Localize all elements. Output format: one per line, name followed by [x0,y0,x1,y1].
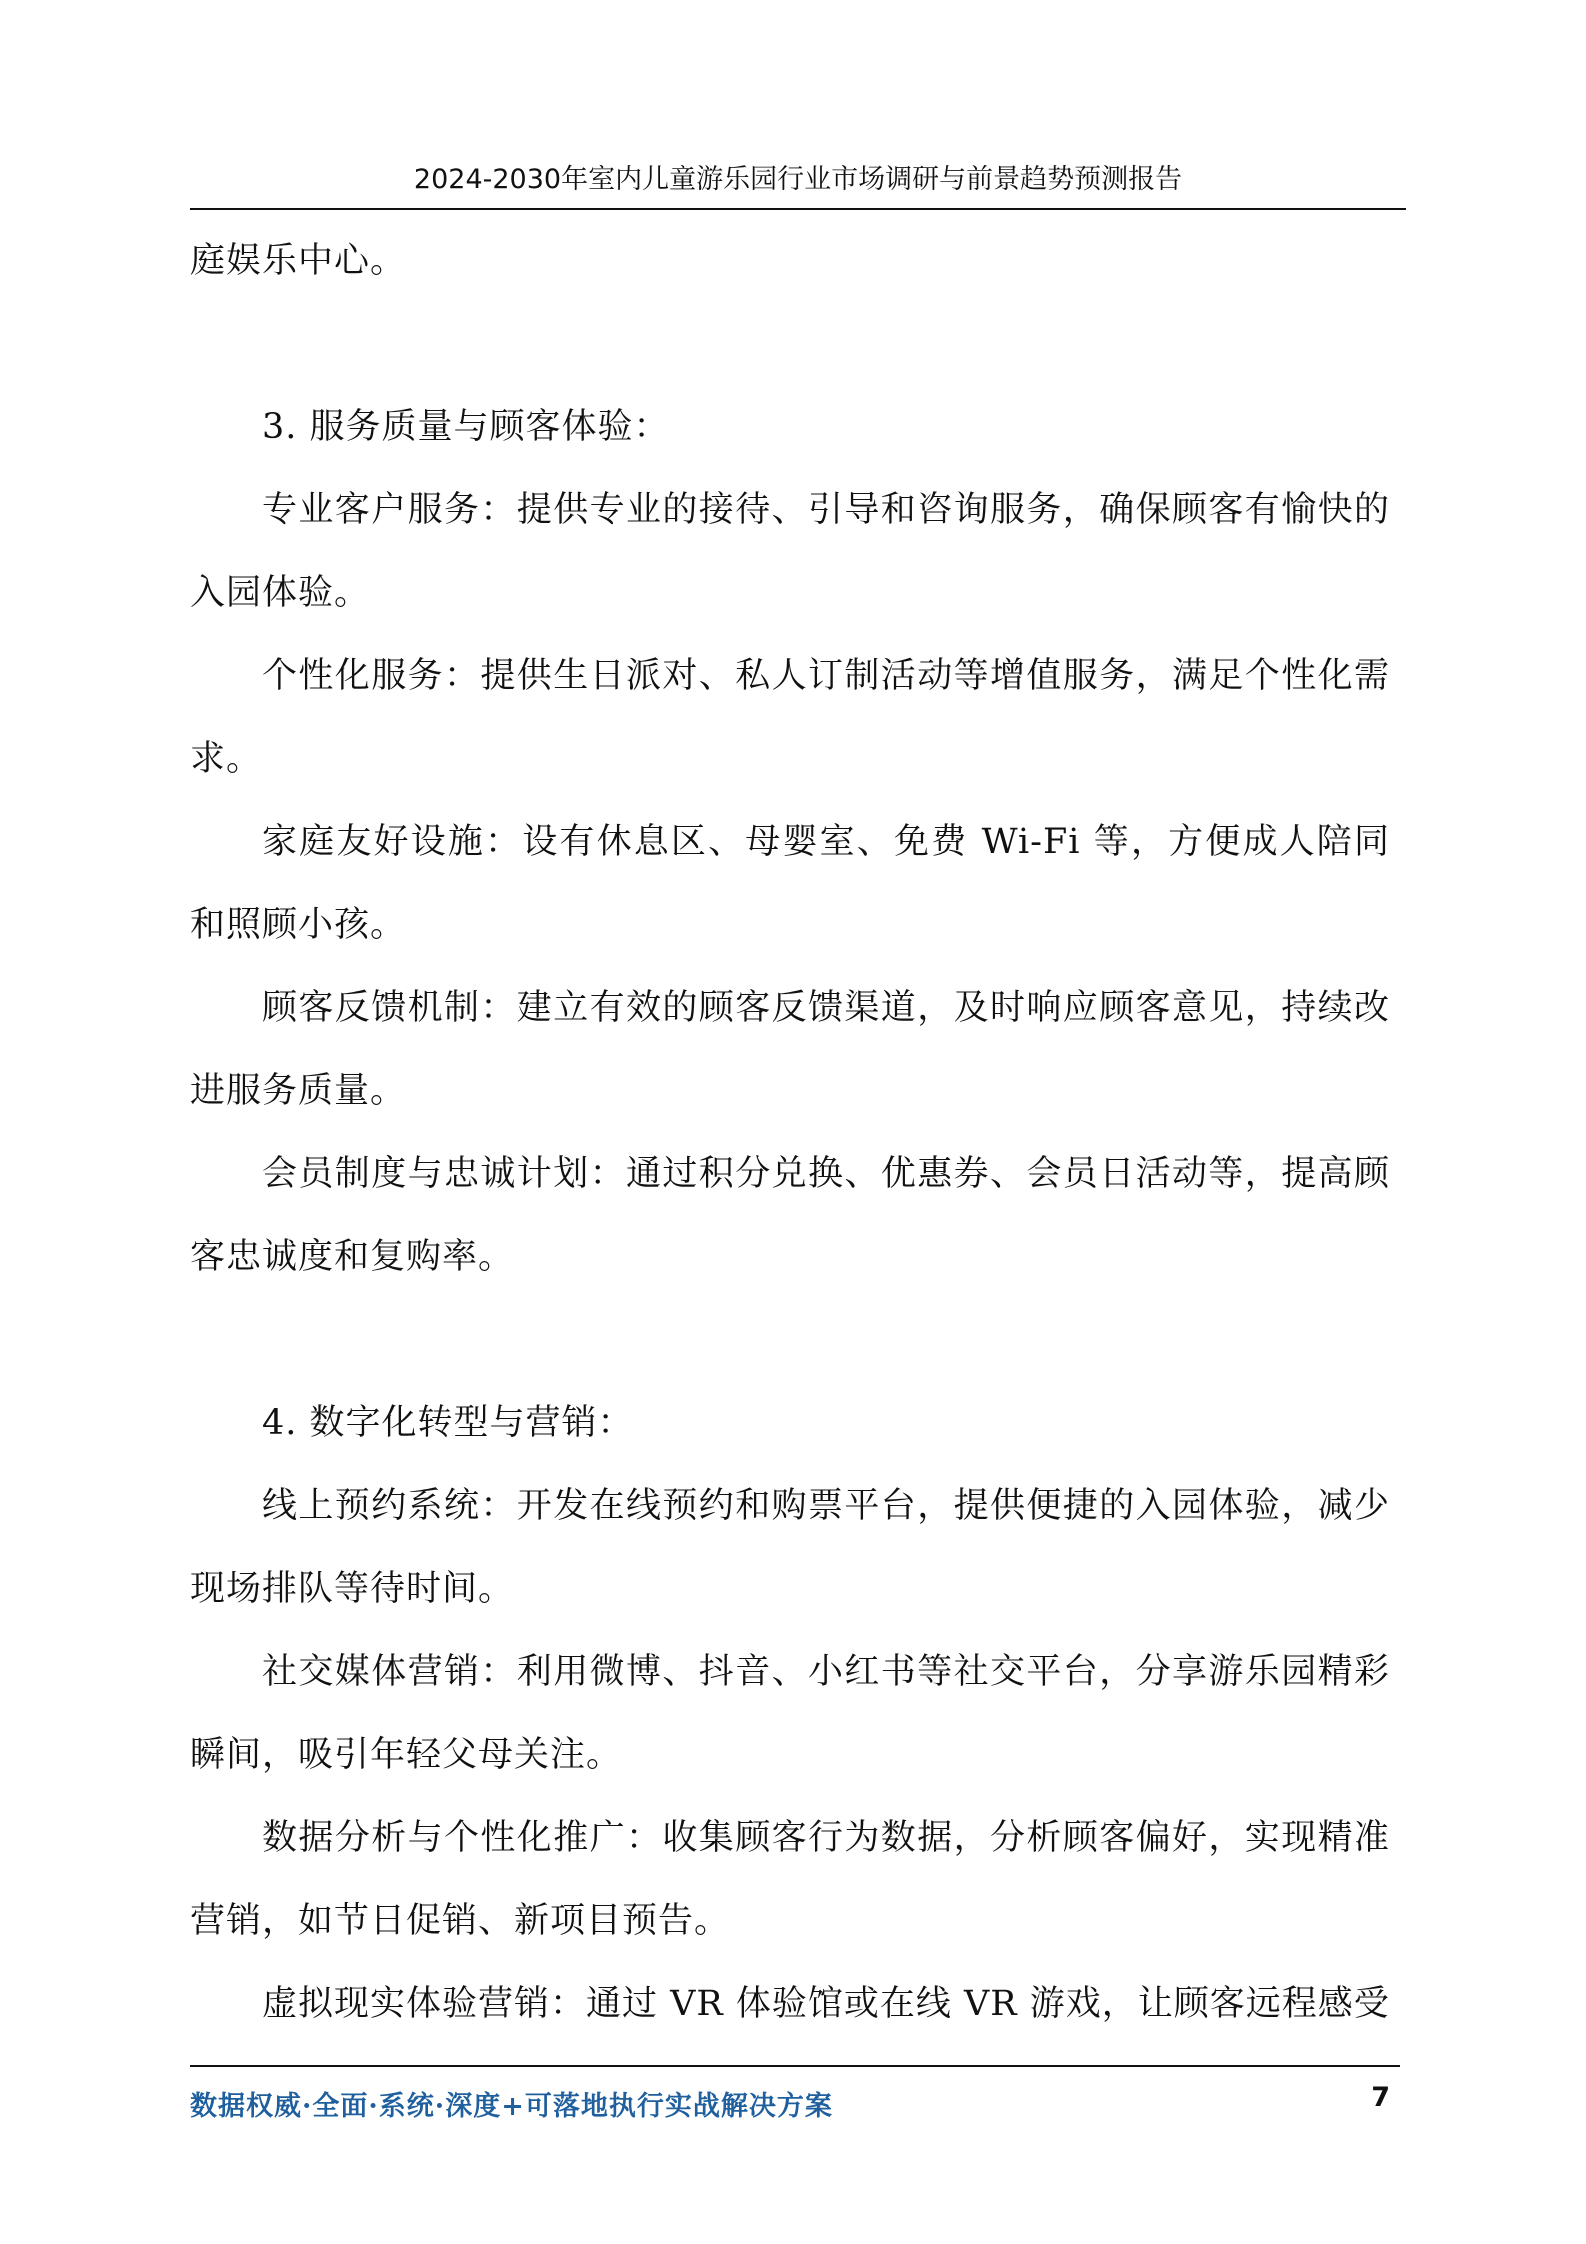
page-header [190,160,1406,210]
header-title: 2024-2030年室内儿童游乐园行业市场调研与前景趋势预测报告 [413,164,1183,195]
section-3-item: 顾客反馈机制：建立有效的顾客反馈渠道，及时响应顾客意见，持续改进服务质量。 [190,988,1390,1111]
section-4-item: 线上预约系统：开发在线预约和购票平台，提供便捷的入园体验，减少现场排队等待时间。 [190,1486,1390,1609]
section-4-item: 数据分析与个性化推广：收集顾客行为数据，分析顾客偏好，实现精准营销，如节日促销、新项目预告。 [190,1818,1390,1941]
continuation-paragraph: 庭娱乐中心。 [190,241,407,281]
spacer [190,1299,1390,1382]
section-4-heading: 4. 数字化转型与营销： [262,1403,634,1443]
section-3-item: 专业客户服务：提供专业的接待、引导和咨询服务，确保顾客有愉快的入园体验。 [190,490,1390,613]
section-3-item: 会员制度与忠诚计划：通过积分兑换、优惠券、会员日活动等，提高顾客忠诚度和复购率。 [190,1154,1390,1277]
section-3-item: 个性化服务：提供生日派对、私人订制活动等增值服务，满足个性化需求。 [190,656,1390,779]
footer-slogan: 数据权威·全面·系统·深度+可落地执行实战解决方案 [190,2091,833,2122]
section-4-item: 社交媒体营销：利用微博、抖音、小红书等社交平台，分享游乐园精彩瞬间，吸引年轻父母关注。 [190,1652,1390,1775]
section-3-heading: 3. 服务质量与顾客体验： [262,407,670,447]
spacer [190,303,1390,386]
footer-divider [190,2065,1400,2067]
document-body [190,220,1390,2046]
section-3-item: 家庭友好设施：设有休息区、母婴室、免费 Wi-Fi 等，方便成人陪同和照顾小孩。 [190,822,1390,945]
page-number: 7 [1371,2082,1390,2113]
section-4-item: 虚拟现实体验营销：通过 VR 体验馆或在线 VR 游戏，让顾客远程感受 [262,1984,1390,2024]
